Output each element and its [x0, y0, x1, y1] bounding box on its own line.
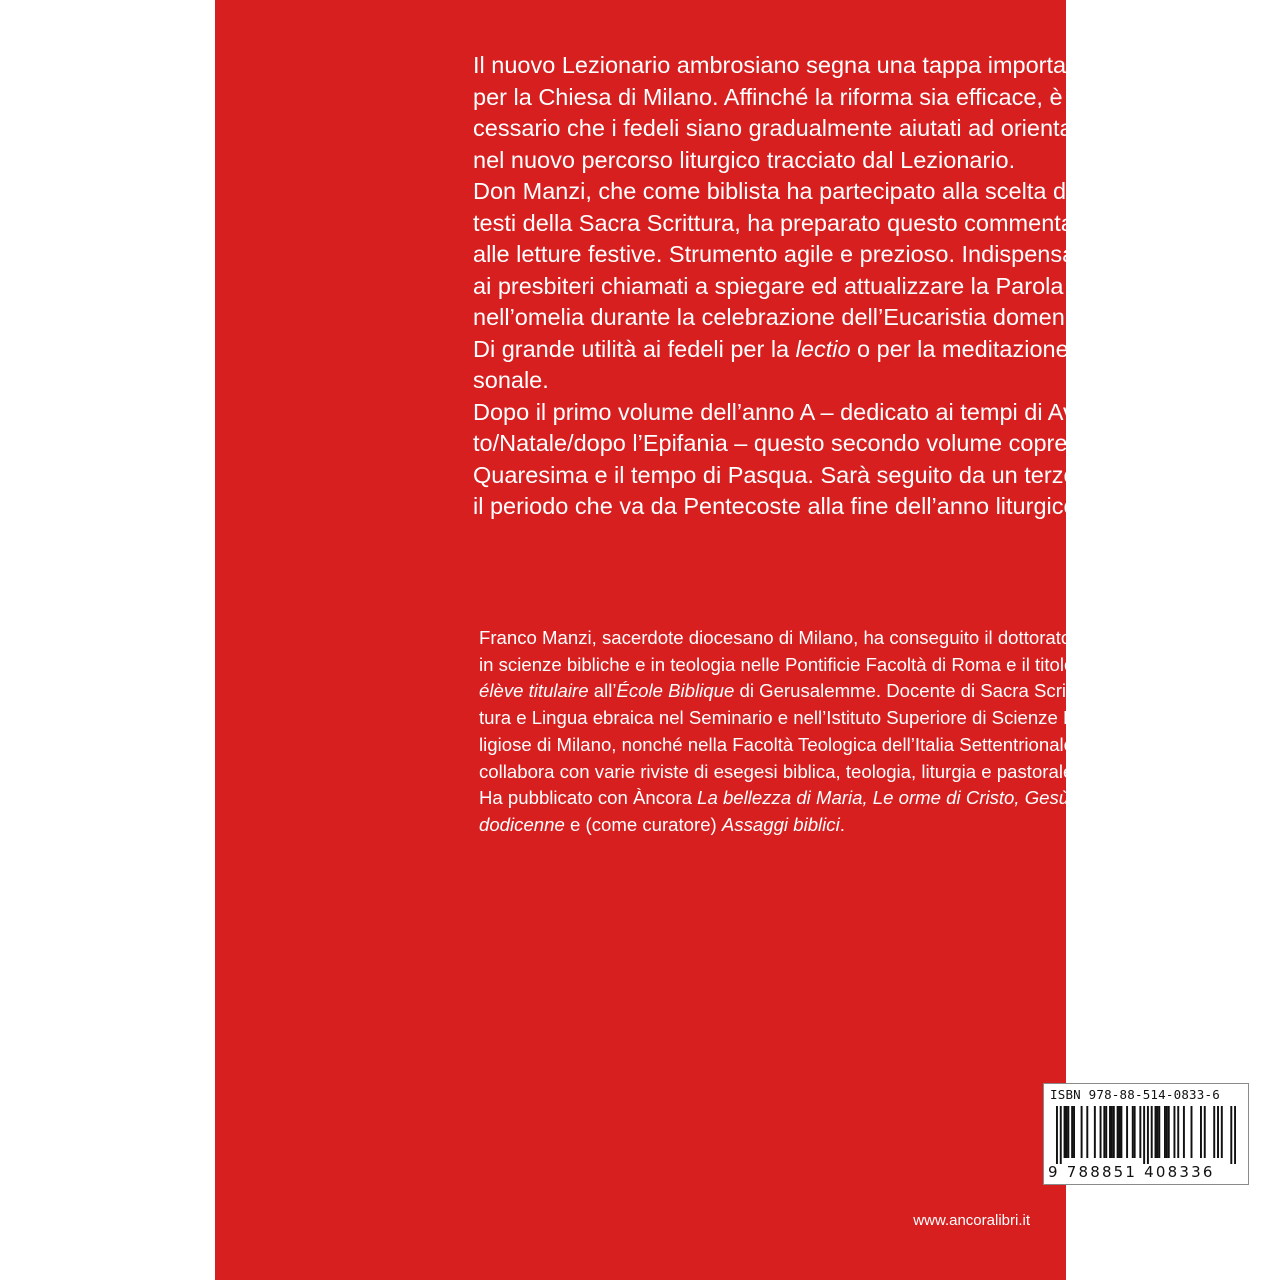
synopsis-line [473, 334, 1245, 366]
text-segment: all’ [588, 680, 617, 702]
bio-line [479, 732, 1249, 759]
text-segment: per la Chiesa di Milano. Affinché la riforma sia efficace, è ne- [473, 83, 1104, 110]
text-segment: alle letture festive. Strumento agile e prezioso. Indispensabile [473, 241, 1112, 267]
barcode-bar [1103, 1106, 1105, 1158]
barcode-bar [1113, 1106, 1115, 1158]
barcode-bar [1109, 1106, 1111, 1158]
barcode-bar [1191, 1106, 1193, 1158]
text-segment: o per la meditazione per- [850, 335, 1118, 362]
barcode-bar [1213, 1106, 1215, 1158]
text-segment: . [839, 813, 845, 835]
text-segment: e (come curatore) [564, 813, 722, 835]
barcode-bar [1156, 1106, 1158, 1158]
italic-text: dodicenne [479, 813, 565, 835]
bio-line [479, 705, 1249, 732]
ean-digits: 9 788851 408336 [1048, 1163, 1215, 1181]
text-segment: ai presbiteri chiamati a spiegare ed attualizzare la Parola di Dio [473, 272, 1131, 299]
text-segment: Ha pubblicato con Àncora [479, 787, 698, 809]
barcode-bar [1183, 1106, 1185, 1158]
barcode-bar [1217, 1106, 1219, 1158]
synopsis-line [473, 302, 1245, 334]
barcode-bar [1086, 1106, 1088, 1158]
barcode-bar [1221, 1106, 1223, 1158]
barcode-bar [1139, 1106, 1141, 1158]
italic-text: lectio [795, 335, 851, 362]
barcode-bar [1158, 1106, 1160, 1158]
text-segment: Quaresima e il tempo di Pasqua. Sarà seguito da un terzo, per [473, 461, 1124, 488]
text-segment: di Gerusalemme. Docente di Sacra Scrit- [734, 680, 1078, 702]
barcode-bar [1105, 1106, 1107, 1158]
barcode-bar [1126, 1106, 1128, 1158]
barcode-bar [1100, 1106, 1102, 1158]
barcode-bar [1166, 1106, 1168, 1158]
barcode-bar [1119, 1106, 1121, 1158]
barcode-bar [1071, 1106, 1073, 1158]
synopsis-line [473, 271, 1245, 303]
text-segment: nel nuovo percorso liturgico tracciato dal Lezionario. [473, 146, 1016, 173]
barcode-bar [1117, 1106, 1119, 1158]
barcode-bar [1230, 1106, 1232, 1164]
barcode-bar [1151, 1106, 1153, 1158]
bio-line [479, 652, 1249, 679]
barcode-bar [1200, 1106, 1202, 1158]
synopsis-line [473, 145, 1245, 177]
barcode-bar [1060, 1106, 1062, 1164]
text-segment: to/Natale/dopo l’Epifania – questo secondo volume copre la [473, 430, 1093, 456]
text-segment: Il nuovo Lezionario ambrosiano segna una tappa importante [473, 52, 1099, 78]
barcode-bar [1073, 1106, 1075, 1158]
text-segment: testi della Sacra Scrittura, ha preparato questo commentario [473, 209, 1100, 236]
isbn-label: ISBN 978-88-514-0833-6 [1050, 1087, 1220, 1102]
barcode-bar [1064, 1106, 1066, 1158]
text-segment: collabora con varie riviste di esegesi biblica, teologia, liturgia e pastorale. [479, 760, 1079, 782]
text-segment: Franco Manzi, sacerdote diocesano di Milano, ha conseguito il dottorato [479, 627, 1072, 648]
text-segment: il periodo che va da Pentecoste alla fine dell’anno liturgico. [473, 493, 1084, 519]
synopsis-line [473, 113, 1245, 145]
synopsis-line [473, 365, 1245, 397]
italic-text: La bellezza di Maria, Le orme di Cristo, Gesù [697, 787, 1070, 809]
text-segment: sonale. [473, 367, 549, 393]
synopsis-line [473, 397, 1245, 429]
barcode-bar [1111, 1106, 1113, 1158]
text-segment: in scienze bibliche e in teologia nelle Pontificie Facoltà di Roma e il titolo di [479, 653, 1094, 675]
barcode-bar [1173, 1106, 1175, 1158]
bio-line [479, 625, 1249, 652]
bio-line [479, 678, 1249, 705]
barcode-bar [1065, 1106, 1067, 1158]
barcode-bar [1147, 1106, 1149, 1164]
barcode-bar [1067, 1106, 1069, 1158]
synopsis-line [473, 82, 1245, 114]
text-segment: ligiose di Milano, nonché nella Facoltà Teologica dell’Italia Settentrionale, [479, 733, 1080, 755]
barcode-bar [1155, 1106, 1157, 1158]
barcode-bar [1234, 1106, 1236, 1164]
barcode-bar [1094, 1106, 1096, 1158]
barcode [1056, 1106, 1236, 1164]
synopsis-line [473, 50, 1245, 82]
text-segment: nell’omelia durante la celebrazione dell’Eucaristia domenicale. [473, 304, 1120, 330]
synopsis-line [473, 208, 1245, 240]
text-segment: cessario che i fedeli siano gradualmente aiutati ad orientarsi [473, 115, 1098, 141]
barcode-bar [1056, 1106, 1058, 1164]
barcode-bar [1120, 1106, 1122, 1158]
barcode-bar [1177, 1106, 1179, 1158]
barcode-bar [1168, 1106, 1170, 1158]
italic-text: élève titulaire [479, 680, 589, 702]
barcode-bar [1132, 1106, 1134, 1158]
synopsis-line [473, 460, 1245, 492]
synopsis-line [473, 176, 1245, 208]
barcode-bar [1204, 1106, 1206, 1158]
author-bio [479, 625, 1249, 839]
text-segment: Dopo il primo volume dell’anno A – dedicato ai tempi di Avven- [473, 398, 1121, 425]
publisher-website: www.ancoralibri.it [913, 1212, 1030, 1229]
bio-line [479, 759, 1249, 786]
barcode-bar [1164, 1106, 1166, 1158]
barcode-bar [1081, 1106, 1083, 1158]
text-segment: Don Manzi, che come biblista ha partecipato alla scelta dei [473, 178, 1085, 204]
bio-line [479, 785, 1249, 812]
italic-text: Assaggi biblici [721, 813, 840, 835]
barcode-box [1043, 1083, 1249, 1185]
italic-text: École Biblique [616, 680, 735, 702]
barcode-bar [1134, 1106, 1136, 1158]
bio-line [479, 812, 1249, 839]
synopsis-line [473, 428, 1245, 460]
text-segment: tura e Lingua ebraica nel Seminario e nell’Istituto Superiore di Scienze Re- [479, 707, 1093, 729]
synopsis-line [473, 239, 1245, 271]
synopsis-line [473, 491, 1245, 523]
barcode-bar [1143, 1106, 1145, 1164]
book-back-cover [215, 0, 1220, 1280]
text-segment: Di grande utilità ai fedeli per la [473, 335, 796, 362]
synopsis-text [473, 50, 1245, 523]
